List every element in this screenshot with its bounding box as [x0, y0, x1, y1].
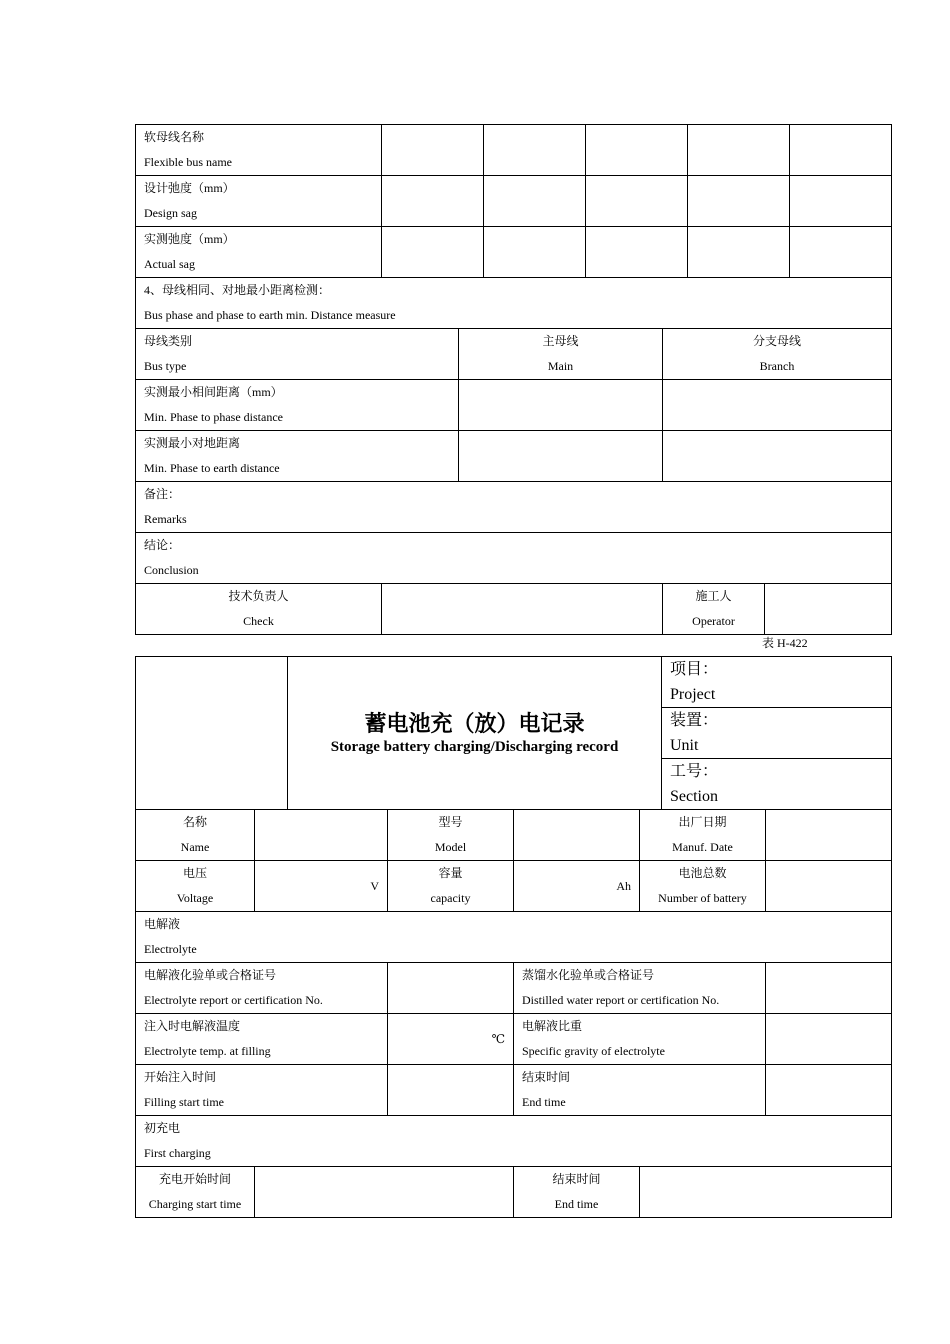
design-sag-cell-4[interactable] [688, 176, 790, 227]
electrolyte-report-label: 电解液化验单或合格证号 Electrolyte report or certification No. [136, 963, 388, 1014]
signature-row [136, 584, 892, 635]
distilled-report-label: 蒸馏水化验单或合格证号 Distilled water report or certification No. [514, 963, 766, 1014]
voltage-value-cell[interactable] [255, 861, 388, 912]
temp-gravity-row [136, 1014, 892, 1065]
unit-field[interactable]: 装置： Unit [662, 708, 892, 759]
manuf-date-value-cell[interactable] [766, 810, 892, 861]
operator-label: 施工人 Operator [663, 584, 765, 635]
design-sag-cell-1[interactable] [382, 176, 484, 227]
bus-name-cell-1[interactable] [382, 125, 484, 176]
charging-end-value-cell[interactable] [640, 1167, 892, 1218]
upper-table [135, 124, 892, 635]
check-signature-field[interactable] [382, 584, 663, 635]
main-bus-header: 主母线 Main [459, 329, 663, 380]
operator-signature-field[interactable] [765, 584, 892, 635]
flexible-bus-name-label: 软母线名称 Flexible bus name [136, 125, 382, 176]
distilled-report-value-cell[interactable] [766, 963, 892, 1014]
voltage-capacity-row [136, 861, 892, 912]
conclusion-field[interactable]: 结论： Conclusion [136, 533, 892, 584]
bus-name-cell-5[interactable] [790, 125, 892, 176]
title-english: Storage battery charging/Discharging record [330, 739, 619, 755]
earth-distance-branch-cell[interactable] [663, 431, 892, 482]
design-sag-cell-3[interactable] [586, 176, 688, 227]
bus-type-row [136, 329, 892, 380]
charging-start-value-cell[interactable] [255, 1167, 514, 1218]
filling-end-label: 结束时间 End time [514, 1065, 766, 1116]
remarks-field[interactable]: 备注： Remarks [136, 482, 892, 533]
electrolyte-row [136, 912, 892, 963]
design-sag-row [136, 176, 892, 227]
logo-cell [136, 657, 288, 810]
header-row-project [136, 657, 892, 708]
phase-distance-main-cell[interactable] [459, 380, 663, 431]
number-battery-label: 电池总数 Number of battery [640, 861, 766, 912]
phase-distance-branch-cell[interactable] [663, 380, 892, 431]
charging-start-label: 充电开始时间 Charging start time [136, 1167, 255, 1218]
electrolyte-temp-value-cell[interactable] [388, 1014, 514, 1065]
earth-distance-main-cell[interactable] [459, 431, 663, 482]
actual-sag-cell-3[interactable] [586, 227, 688, 278]
section4-heading: 4、母线相同、对地最小距离检测： Bus phase and phase to earth min. Distance measure [136, 278, 892, 329]
first-charging-heading: 初充电 First charging [136, 1116, 892, 1167]
capacity-unit: Ah [616, 878, 631, 893]
charging-end-label: 结束时间 End time [514, 1167, 640, 1218]
filling-start-label: 开始注入时间 Filling start time [136, 1065, 388, 1116]
voltage-label: 电压 Voltage [136, 861, 255, 912]
bus-name-cell-2[interactable] [484, 125, 586, 176]
capacity-value-cell[interactable] [514, 861, 640, 912]
remarks-row [136, 482, 892, 533]
actual-sag-cell-5[interactable] [790, 227, 892, 278]
section-field[interactable]: 工号： Section [662, 759, 892, 810]
section4-row [136, 278, 892, 329]
phase-distance-row [136, 380, 892, 431]
electrolyte-heading: 电解液 Electrolyte [136, 912, 892, 963]
temp-unit: ℃ [491, 1031, 505, 1046]
battery-record-table [135, 656, 892, 1218]
name-label: 名称 Name [136, 810, 255, 861]
actual-sag-cell-1[interactable] [382, 227, 484, 278]
actual-sag-row [136, 227, 892, 278]
manuf-date-label: 出厂日期 Manuf. Date [640, 810, 766, 861]
design-sag-cell-5[interactable] [790, 176, 892, 227]
title-chinese: 蓄电池充（放）电记录 [364, 711, 585, 737]
specific-gravity-label: 电解液比重 Specific gravity of electrolyte [514, 1014, 766, 1065]
specific-gravity-value-cell[interactable] [766, 1014, 892, 1065]
record-title [288, 657, 662, 810]
phase-distance-label: 实测最小相间距离（mm） Min. Phase to phase distance [136, 380, 459, 431]
branch-bus-header: 分支母线 Branch [663, 329, 892, 380]
earth-distance-label: 实测最小对地距离 Min. Phase to earth distance [136, 431, 459, 482]
earth-distance-row [136, 431, 892, 482]
form-reference: 表 H-422 [762, 636, 808, 650]
design-sag-label: 设计弛度（mm） Design sag [136, 176, 382, 227]
capacity-label: 容量 capacity [388, 861, 514, 912]
filling-start-value-cell[interactable] [388, 1065, 514, 1116]
bus-name-cell-3[interactable] [586, 125, 688, 176]
bus-name-cell-4[interactable] [688, 125, 790, 176]
filling-end-value-cell[interactable] [766, 1065, 892, 1116]
conclusion-row [136, 533, 892, 584]
check-label: 技术负责人 Check [136, 584, 382, 635]
actual-sag-cell-4[interactable] [688, 227, 790, 278]
flexible-bus-name-row [136, 125, 892, 176]
first-charging-row [136, 1116, 892, 1167]
bus-type-label: 母线类别 Bus type [136, 329, 459, 380]
project-field[interactable]: 项目： Project [662, 657, 892, 708]
filling-time-row [136, 1065, 892, 1116]
model-label: 型号 Model [388, 810, 514, 861]
name-model-row [136, 810, 892, 861]
model-value-cell[interactable] [514, 810, 640, 861]
electrolyte-report-value-cell[interactable] [388, 963, 514, 1014]
name-value-cell[interactable] [255, 810, 388, 861]
voltage-unit: V [370, 878, 379, 893]
actual-sag-label: 实测弛度（mm） Actual sag [136, 227, 382, 278]
actual-sag-cell-2[interactable] [484, 227, 586, 278]
charging-time-row [136, 1167, 892, 1218]
electrolyte-temp-label: 注入时电解液温度 Electrolyte temp. at filling [136, 1014, 388, 1065]
report-row [136, 963, 892, 1014]
number-battery-value-cell[interactable] [766, 861, 892, 912]
design-sag-cell-2[interactable] [484, 176, 586, 227]
